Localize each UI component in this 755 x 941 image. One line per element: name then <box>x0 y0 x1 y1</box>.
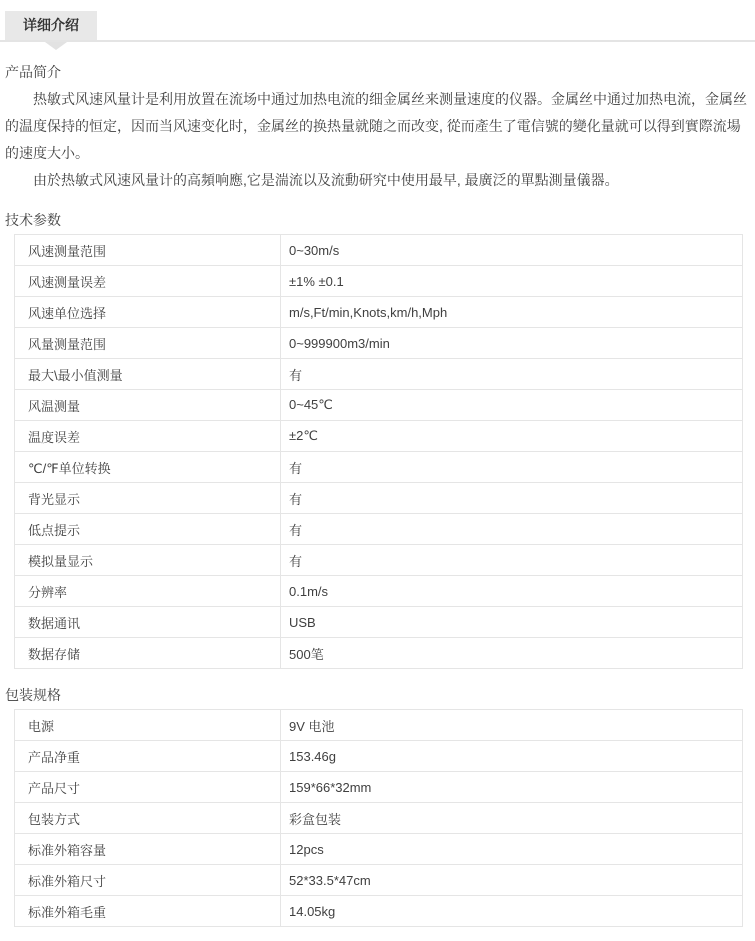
table-row <box>15 359 743 390</box>
section-title-packaging-spec: 包装规格 <box>5 687 61 703</box>
spec-label: 标准外箱毛重 <box>15 896 281 927</box>
tab-bar <box>0 0 755 42</box>
spec-label: 背光显示 <box>15 483 281 514</box>
table-row <box>15 452 743 483</box>
table-row <box>15 235 743 266</box>
table-row <box>15 772 743 803</box>
spec-value: 0.1m/s <box>281 576 743 607</box>
table-row <box>15 834 743 865</box>
spec-value: ±1% ±0.1 <box>281 266 743 297</box>
product-intro-text <box>5 86 750 194</box>
intro-paragraph-1: 热敏式风速风量计是利用放置在流场中通过加热电流的细金属丝来测量速度的仪器。金属丝中通过加热电流，金属丝的温度保持的恒定，因而当风速变化时，金属丝的换热量就随之而改变, 從而產生了電信號的變化量就可以得到實際流場的速度大小。 <box>5 91 747 161</box>
spec-label: 风速测量范围 <box>15 235 281 266</box>
spec-label: 数据通讯 <box>15 607 281 638</box>
table-row <box>15 483 743 514</box>
tab-pointer-triangle <box>45 42 67 50</box>
spec-label: 最大\最小值测量 <box>15 359 281 390</box>
table-row <box>15 741 743 772</box>
spec-value: 0~30m/s <box>281 235 743 266</box>
spec-label: 包装方式 <box>15 803 281 834</box>
spec-value: 14.05kg <box>281 896 743 927</box>
spec-label: 电源 <box>15 710 281 741</box>
spec-label: 温度误差 <box>15 421 281 452</box>
packaging-spec-table <box>14 709 743 927</box>
section-title-product-intro: 产品简介 <box>5 64 61 80</box>
spec-label: 风速单位选择 <box>15 297 281 328</box>
spec-value: 有 <box>281 514 743 545</box>
table-row <box>15 576 743 607</box>
table-row <box>15 266 743 297</box>
spec-label: 数据存储 <box>15 638 281 669</box>
spec-label: 风温测量 <box>15 390 281 421</box>
table-row <box>15 390 743 421</box>
spec-value: m/s,Ft/min,Knots,km/h,Mph <box>281 297 743 328</box>
spec-value: 159*66*32mm <box>281 772 743 803</box>
spec-value: 0~45℃ <box>281 390 743 421</box>
spec-label: 标准外箱尺寸 <box>15 865 281 896</box>
spec-value: USB <box>281 607 743 638</box>
table-row <box>15 514 743 545</box>
spec-value: 有 <box>281 452 743 483</box>
spec-value: 500笔 <box>281 638 743 669</box>
spec-value: 52*33.5*47cm <box>281 865 743 896</box>
spec-label: 模拟量显示 <box>15 545 281 576</box>
spec-value: 有 <box>281 359 743 390</box>
intro-paragraph-2: 由於热敏式风速风量计的高頻响應,它是湍流以及流動研究中使用最早, 最廣泛的單點測量儀器。 <box>33 172 619 188</box>
table-row <box>15 865 743 896</box>
table-row <box>15 710 743 741</box>
table-row <box>15 421 743 452</box>
tech-params-table <box>14 234 743 669</box>
spec-label: 分辨率 <box>15 576 281 607</box>
section-title-tech-params: 技术参数 <box>5 212 61 228</box>
spec-label: 标准外箱容量 <box>15 834 281 865</box>
spec-label: ℃/℉单位转换 <box>15 452 281 483</box>
spec-label: 产品尺寸 <box>15 772 281 803</box>
table-row <box>15 803 743 834</box>
spec-value: 12pcs <box>281 834 743 865</box>
spec-value: 有 <box>281 483 743 514</box>
table-row <box>15 638 743 669</box>
spec-label: 风量测量范围 <box>15 328 281 359</box>
spec-label: 产品净重 <box>15 741 281 772</box>
spec-label: 风速测量误差 <box>15 266 281 297</box>
table-row <box>15 607 743 638</box>
table-row <box>15 328 743 359</box>
spec-value: 153.46g <box>281 741 743 772</box>
table-row <box>15 545 743 576</box>
table-row <box>15 896 743 927</box>
spec-value: 9V 电池 <box>281 710 743 741</box>
tab-detailed-introduction[interactable]: 详细介绍 <box>5 11 97 40</box>
table-row <box>15 297 743 328</box>
spec-value: 彩盒包装 <box>281 803 743 834</box>
spec-value: ±2℃ <box>281 421 743 452</box>
spec-label: 低点提示 <box>15 514 281 545</box>
content-area <box>0 62 755 941</box>
spec-value: 有 <box>281 545 743 576</box>
spec-value: 0~999900m3/min <box>281 328 743 359</box>
